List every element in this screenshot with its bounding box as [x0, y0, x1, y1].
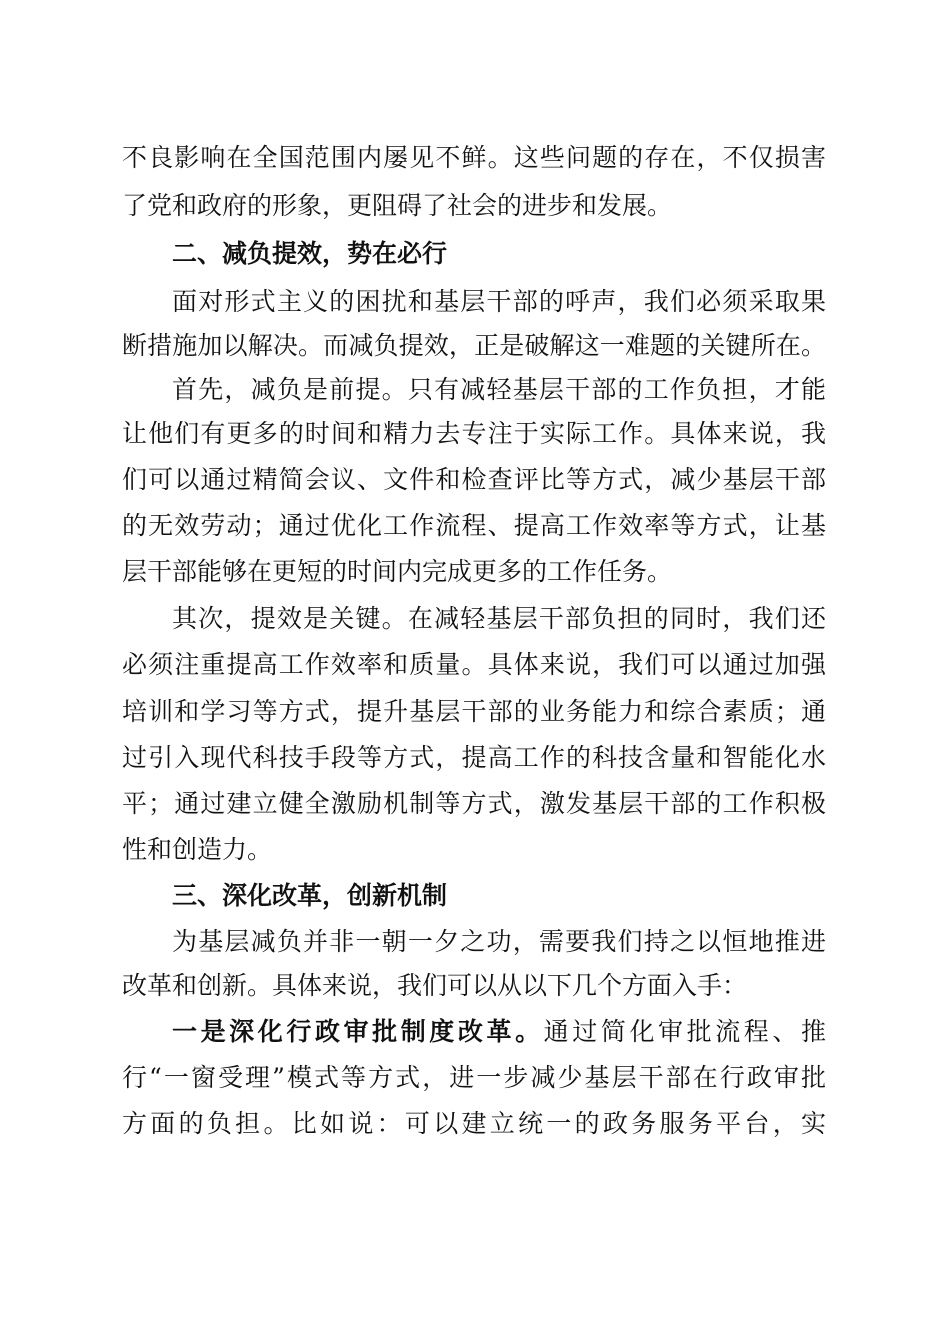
paragraph-line: 为基层减负并非一朝一夕之功，需要我们持之以恒地推进: [172, 927, 826, 956]
paragraph-line: 改革和创新。具体来说，我们可以从以下几个方面入手：: [122, 971, 748, 1000]
paragraph-line: 行“一窗受理”模式等方式，进一步减少基层干部在行政审批: [122, 1063, 826, 1092]
paragraph-line: 不良影响在全国范围内屡见不鲜。这些问题的存在，不仅损害: [122, 143, 826, 172]
section-heading-3: 三、深化改革，创新机制: [172, 881, 448, 910]
paragraph-line: 让他们有更多的时间和精力去专注于实际工作。具体来说，我: [122, 419, 826, 448]
section-heading-2: 二、减负提效，势在必行: [172, 239, 448, 268]
paragraph-line: 培训和学习等方式，提升基层干部的业务能力和综合素质；通: [122, 697, 826, 726]
paragraph-line: 层干部能够在更短的时间内完成更多的工作任务。: [122, 557, 673, 586]
paragraph-line: 其次，提效是关键。在减轻基层干部负担的同时，我们还: [172, 604, 826, 633]
paragraph-line: 的无效劳动；通过优化工作流程、提高工作效率等方式，让基: [122, 511, 826, 540]
paragraph-line: 过引入现代科技手段等方式，提高工作的科技含量和智能化水: [122, 743, 826, 772]
lead-phrase: 一是深化行政审批制度改革。: [172, 1017, 544, 1046]
paragraph-line: 性和创造力。: [122, 835, 273, 864]
paragraph-line: 平；通过建立健全激励机制等方式，激发基层干部的工作积极: [122, 789, 826, 818]
paragraph-line: 面对形式主义的困扰和基层干部的呼声，我们必须采取果: [172, 287, 826, 316]
paragraph-line: 了党和政府的形象，更阻碍了社会的进步和发展。: [122, 191, 673, 220]
lead-continuation: 通过简化审批流程、推: [543, 1017, 826, 1046]
paragraph-line: 必须注重提高工作效率和质量。具体来说，我们可以通过加强: [122, 650, 826, 679]
paragraph-line: 首先，减负是前提。只有减轻基层干部的工作负担，才能: [172, 375, 826, 404]
paragraph-line: 们可以通过精简会议、文件和检查评比等方式，减少基层干部: [122, 465, 826, 494]
paragraph-line: 方面的负担。比如说：可以建立统一的政务服务平台，实: [122, 1109, 826, 1138]
paragraph-line-lead: [172, 1012, 826, 1052]
paragraph-line: 断措施加以解决。而减负提效，正是破解这一难题的关键所在。: [122, 331, 826, 360]
